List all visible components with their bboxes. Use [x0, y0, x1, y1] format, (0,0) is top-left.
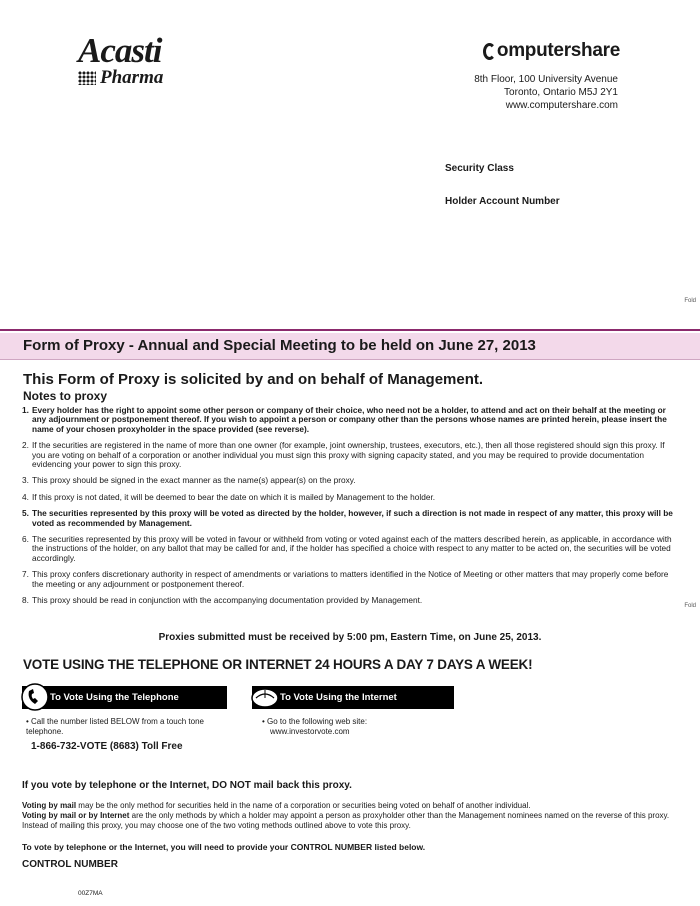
note-item: 6. The securities represented by this proxy will be voted in favour or withheld from voting or voted against each of the matters described herein, as applicable, in accordance with the instructions of the holder, on any ballot that may be called for and, if the holder has specified a choice with respect to any matter to be acted on, the securities will be voted accordingly.: [22, 534, 672, 563]
logo-wordmark: Acasti: [78, 31, 162, 70]
control-number-instructions: To vote by telephone or the Internet, you will need to provide your CONTROL NUMBER listed below.: [22, 842, 426, 852]
dot-grid-icon: [78, 71, 96, 85]
address-line: Toronto, Ontario M5J 2Y1: [504, 87, 618, 98]
internet-instructions: • Go to the following web site: www.investorvote.com: [262, 717, 452, 737]
vote-internet-bar: [252, 686, 454, 709]
mouse-icon: [250, 682, 280, 712]
note-item: 2. If the securities are registered in the name of more than one owner (for example, joint ownership, trustees, executors, etc.), then all those registered should sign this proxy. If you are voting on behalf of a corporation or another individual you must sign this proxy with signing capacity stated, and you may be required to provide documentation evidencing your power to sign this proxy.: [22, 440, 665, 470]
no-mail-warning: If you vote by telephone or the Internet, DO NOT mail back this proxy.: [22, 780, 352, 791]
notes-list: [22, 406, 678, 613]
logo-subtitle: Pharma: [100, 67, 164, 88]
vote-heading: VOTE USING THE TELEPHONE OR INTERNET 24 HOURS A DAY 7 DAYS A WEEK!: [23, 657, 533, 672]
vote-internet-label: To Vote Using the Internet: [280, 692, 397, 703]
solicitation-heading: This Form of Proxy is solicited by and on behalf of Management.: [23, 371, 484, 388]
telephone-icon: [20, 682, 50, 712]
note-item: 3. This proxy should be signed in the exact manner as the name(s) appear(s) on the proxy.: [22, 475, 356, 486]
telephone-instructions: • Call the number listed BELOW from a touch tone telephone.: [26, 717, 204, 736]
toll-free-number[interactable]: 1-866-732-VOTE (8683) Toll Free: [31, 741, 183, 752]
computershare-logo: [483, 40, 620, 62]
address-line[interactable]: www.computershare.com: [505, 100, 618, 111]
computershare-address: [474, 73, 618, 112]
note-item: 1. Every holder has the right to appoint some other person or company of their choice, who need not be a holder, to attend and act on their behalf at the meeting or any adjournment or postponement thereof. If you wish to appoint a person or company other than the persons whose names are printed herein, please insert the name of your chosen proxyholder in the space provided (see reverse).: [22, 405, 667, 434]
holder-account-label: Holder Account Number: [445, 196, 560, 207]
mail-voting-paragraph: Voting by mail may be the only method for securities held in the name of a corporation or securities being voted on behalf of another individual. Voting by mail or by Internet are the only methods by which a holder may appoint a person as proxyholder other than the Management nominees named on the reverse of this proxy. Instead of mailing this proxy, you may choose one of the two voting methods outlined above to vote this proxy.: [22, 801, 670, 830]
notes-heading: Notes to proxy: [23, 389, 108, 403]
computershare-c-icon: [483, 43, 496, 60]
vote-telephone-label: To Vote Using the Telephone: [50, 692, 179, 703]
note-item: 7. This proxy confers discretionary authority in respect of amendments or variations to matters identified in the Notice of Meeting or other matters that may properly come before the meeting or any adjournment or postponement thereof.: [22, 569, 669, 589]
control-number-label: CONTROL NUMBER: [22, 859, 118, 870]
address-line: 8th Floor, 100 University Avenue: [474, 74, 618, 85]
banner-rule: [0, 329, 700, 331]
form-title: Form of Proxy - Annual and Special Meeting to be held on June 27, 2013: [23, 337, 536, 354]
note-item: 4. If this proxy is not dated, it will be deemed to bear the date on which it is mailed by Management to the holder.: [22, 491, 436, 502]
acasti-pharma-logo: [78, 31, 164, 88]
deadline-notice: Proxies submitted must be received by 5:00 pm, Eastern Time, on June 25, 2013.: [158, 632, 542, 643]
fold-mark: Fold: [684, 298, 696, 304]
investorvote-link[interactable]: www.investorvote.com: [270, 727, 350, 736]
security-class-label: Security Class: [445, 163, 514, 174]
note-item: 8. This proxy should be read in conjunction with the accompanying documentation provided by Management.: [22, 595, 423, 606]
fold-mark: Fold: [684, 603, 696, 609]
note-item: 5. The securities represented by this proxy will be voted as directed by the holder, however, if such a direction is not made in respect of any matter, this proxy will be voted as recommended by Management.: [22, 508, 673, 528]
vote-telephone-bar: [22, 686, 227, 709]
form-code: 00Z7MA: [78, 890, 103, 897]
computershare-wordmark: omputershare: [496, 40, 620, 61]
